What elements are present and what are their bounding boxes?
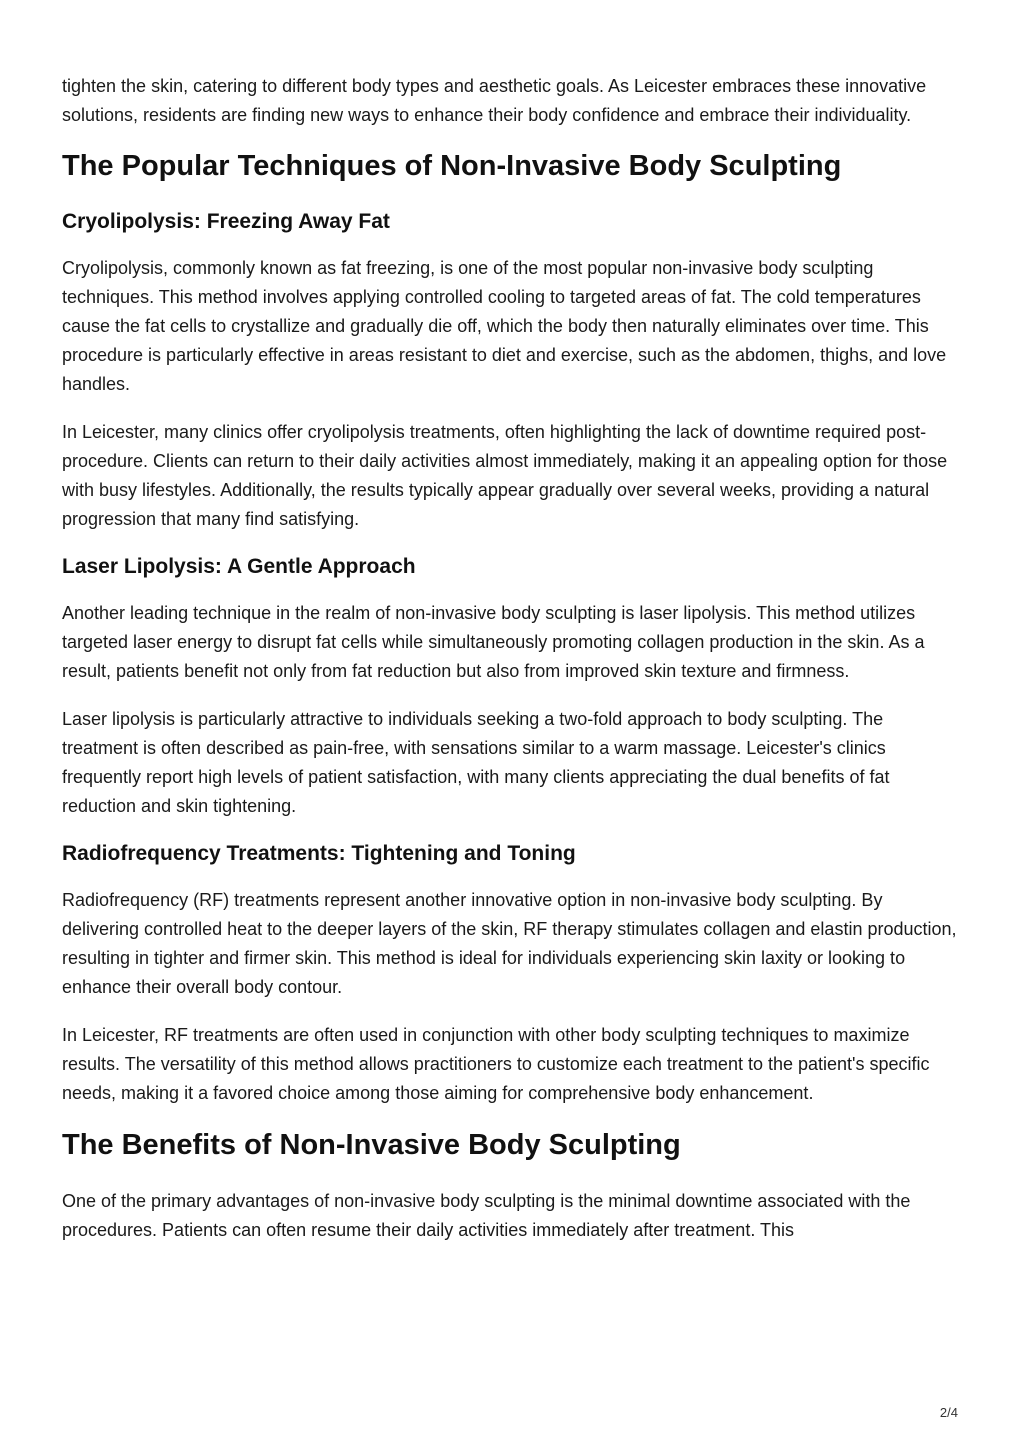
laser-lipolysis-heading: Laser Lipolysis: A Gentle Approach (62, 555, 416, 578)
radiofrequency-paragraph-2: In Leicester, RF treatments are often used in conjunction with other body sculpting techniques to maximize results. The versatility of this method allows practitioners to customize each treatment to the patient's specific needs, making it a favored choice among those aiming for comprehensive body enhancement. (62, 1025, 930, 1103)
page-number: 2/4 (939, 1405, 958, 1420)
cryolipolysis-paragraph-1: Cryolipolysis, commonly known as fat freezing, is one of the most popular non-invasive body sculpting techniques. This method involves applying controlled cooling to targeted areas of fat. The cold temperatures cause the fat cells to crystallize and gradually die off, which the body then naturally eliminates over time. This procedure is particularly effective in areas resistant to diet and exercise, such as the abdomen, thighs, and love handles. (62, 258, 947, 394)
radiofrequency-heading: Radiofrequency Treatments: Tightening and Toning (62, 842, 576, 865)
cryolipolysis-paragraph-2: In Leicester, many clinics offer cryolipolysis treatments, often highlighting the lack of downtime required post-procedure. Clients can return to their daily activities almost immediately, making it an appealing option for those with busy lifestyles. Additionally, the results typically appear gradually over several weeks, providing a natural progression that many find satisfying. (62, 422, 948, 529)
document-page (62, 72, 962, 1264)
benefits-paragraph-1: One of the primary advantages of non-invasive body sculpting is the minimal downtime associated with the procedures. Patients can often resume their daily activities immediately after treatment. This (62, 1191, 911, 1240)
laser-lipolysis-paragraph-1: Another leading technique in the realm of non-invasive body sculpting is laser lipolysis. This method utilizes targeted laser energy to disrupt fat cells while simultaneously promoting collagen production in the skin. As a result, patients benefit not only from fat reduction but also from improved skin texture and firmness. (62, 603, 925, 681)
laser-lipolysis-paragraph-2: Laser lipolysis is particularly attractive to individuals seeking a two-fold approach to body sculpting. The treatment is often described as pain-free, with sensations similar to a warm massage. Leicester's clinics frequently report high levels of patient satisfaction, with many clients appreciating the dual benefits of fat reduction and skin tightening. (62, 709, 890, 816)
benefits-heading: The Benefits of Non-Invasive Body Sculpting (62, 1129, 681, 1161)
techniques-heading: The Popular Techniques of Non-Invasive Body Sculpting (62, 150, 842, 182)
intro-continuation-paragraph: tighten the skin, catering to different body types and aesthetic goals. As Leicester embraces these innovative solutions, residents are finding new ways to enhance their body confidence and embrace their individuality. (62, 76, 927, 125)
cryolipolysis-heading: Cryolipolysis: Freezing Away Fat (62, 210, 390, 233)
radiofrequency-paragraph-1: Radiofrequency (RF) treatments represent another innovative option in non-invasive body sculpting. By delivering controlled heat to the deeper layers of the skin, RF therapy stimulates collagen and elastin production, resulting in tighter and firmer skin. This method is ideal for individuals experiencing skin laxity or looking to enhance their overall body contour. (62, 890, 957, 997)
